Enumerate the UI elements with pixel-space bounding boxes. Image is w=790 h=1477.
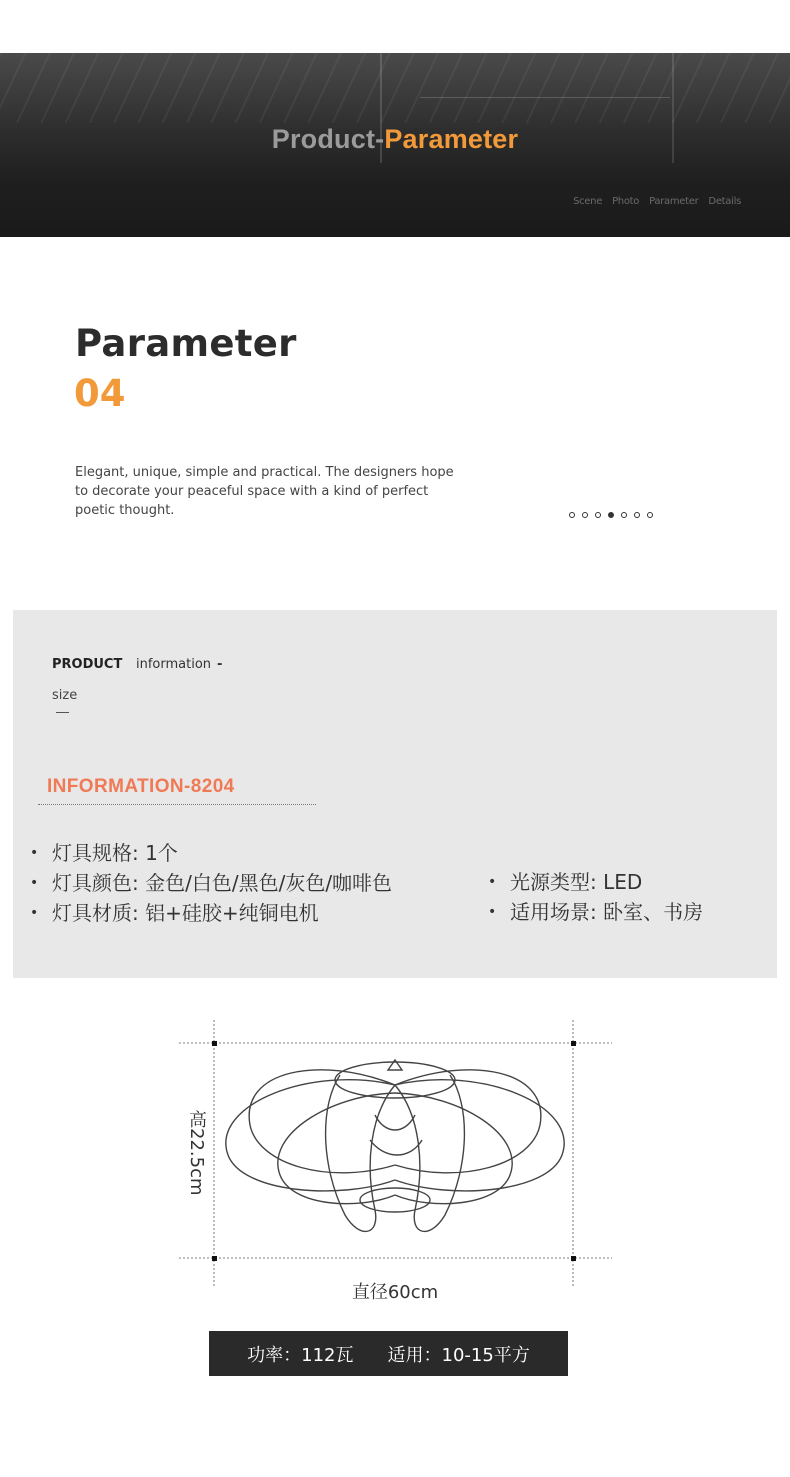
pagination-dot[interactable] bbox=[595, 512, 601, 518]
model-title-divider bbox=[38, 804, 316, 805]
bullet-icon: • bbox=[488, 873, 497, 890]
spec-row bbox=[488, 866, 642, 895]
spec-value: 1个 bbox=[145, 841, 178, 865]
spec-sep: : bbox=[132, 841, 139, 865]
bullet-icon: • bbox=[30, 874, 39, 891]
section-description: Elegant, unique, simple and practical. The designers hope to decorate your peaceful space with a kind of perfect poetic thought. bbox=[75, 465, 454, 518]
spec-row bbox=[30, 897, 319, 926]
pagination-dot[interactable] bbox=[634, 512, 640, 518]
section-title: Parameter bbox=[75, 322, 297, 365]
spec-sep: : bbox=[132, 901, 139, 925]
pagination-dot[interactable] bbox=[569, 512, 575, 518]
spec-sep: : bbox=[590, 900, 597, 924]
model-title: INFORMATION-8204 bbox=[47, 776, 235, 797]
spec-label: 灯具颜色 bbox=[52, 871, 132, 895]
pagination-dot[interactable] bbox=[582, 512, 588, 518]
spec-label: 灯具规格 bbox=[52, 841, 132, 865]
height-dimension-label: 高22.5cm bbox=[186, 1110, 207, 1196]
size-underline bbox=[56, 712, 69, 713]
width-dimension-label: 直径60cm bbox=[351, 1282, 439, 1303]
spec-value: 金色/白色/黑色/灰色/咖啡色 bbox=[145, 871, 393, 895]
spec-sep: : bbox=[590, 870, 597, 894]
power-info-bar bbox=[209, 1331, 568, 1376]
spec-sep: : bbox=[132, 871, 139, 895]
nav-photo[interactable]: Photo bbox=[612, 196, 640, 207]
ceiling-fan-light-icon bbox=[226, 1060, 564, 1231]
banner-window-rail bbox=[420, 97, 670, 98]
spec-label: 适用场景 bbox=[510, 900, 590, 924]
banner-title-parameter: Parameter bbox=[384, 124, 519, 154]
product-label: PRODUCT bbox=[52, 657, 123, 672]
label-dash: - bbox=[217, 657, 223, 672]
nav-details[interactable]: Details bbox=[708, 196, 741, 207]
hero-banner bbox=[0, 53, 790, 237]
bullet-icon: • bbox=[30, 904, 39, 921]
pagination-dot[interactable] bbox=[621, 512, 627, 518]
area-value: 适用：10-15平方 bbox=[387, 1344, 530, 1366]
bullet-icon: • bbox=[488, 903, 497, 920]
spec-label: 光源类型 bbox=[510, 870, 590, 894]
power-value: 功率：112瓦 bbox=[247, 1344, 354, 1366]
product-dimension-diagram bbox=[170, 1015, 620, 1290]
spec-row bbox=[488, 896, 703, 925]
spec-label: 灯具材质 bbox=[52, 901, 132, 925]
nav-scene[interactable]: Scene bbox=[573, 196, 603, 207]
size-label: size bbox=[52, 688, 78, 703]
pagination-dot-active[interactable] bbox=[608, 512, 614, 518]
spec-value: 卧室、书房 bbox=[603, 900, 704, 924]
spec-value: LED bbox=[603, 870, 643, 894]
banner-nav bbox=[573, 196, 741, 207]
pagination-dots bbox=[569, 512, 653, 518]
information-label: information bbox=[136, 657, 212, 672]
spec-row bbox=[30, 867, 392, 896]
banner-title-product: Product- bbox=[271, 124, 385, 154]
spec-row bbox=[30, 837, 178, 866]
section-number: 04 bbox=[74, 372, 126, 415]
nav-parameter[interactable]: Parameter bbox=[649, 196, 699, 207]
bullet-icon: • bbox=[30, 844, 39, 861]
banner-title bbox=[0, 124, 790, 155]
pagination-dot[interactable] bbox=[647, 512, 653, 518]
spec-value: 铝+硅胶+纯铜电机 bbox=[145, 901, 319, 925]
